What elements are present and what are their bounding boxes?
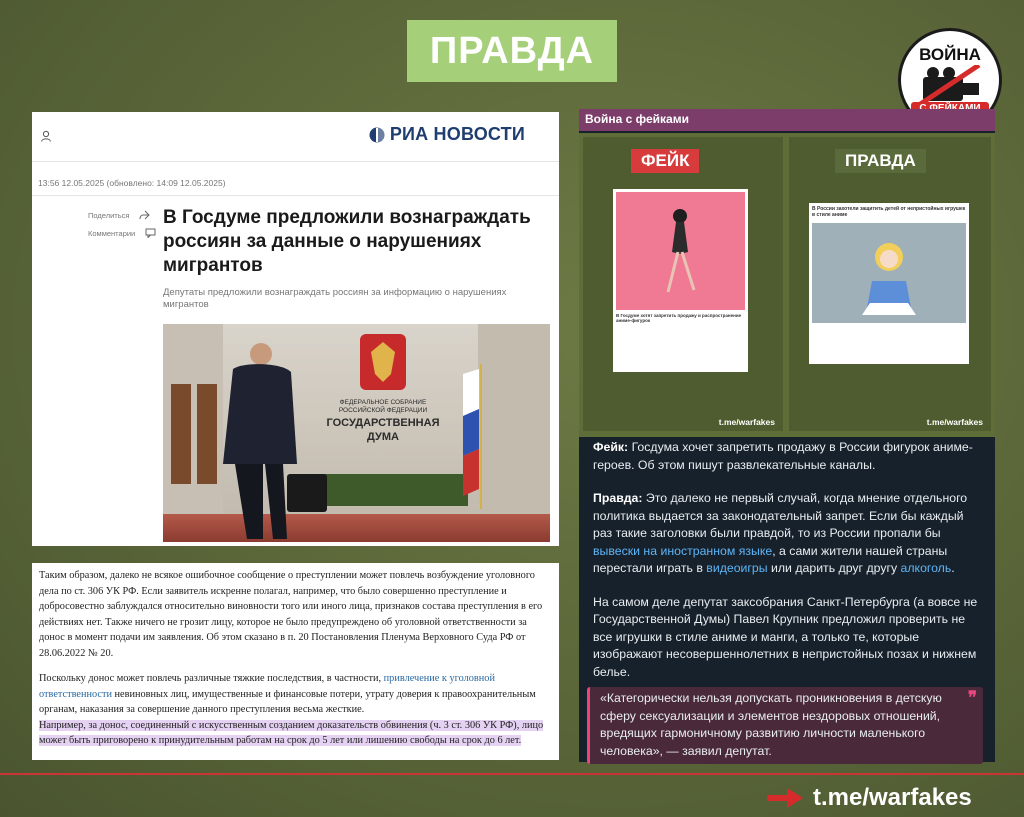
divider [32, 195, 559, 196]
fake-label: ФЕЙК [631, 149, 699, 173]
bottom-divider [0, 773, 1024, 775]
footer-channel-link[interactable] [767, 784, 972, 812]
camera-icon [919, 65, 983, 105]
fake-panel-footer: t.me/warfakes [718, 417, 775, 427]
post-body [593, 439, 983, 764]
foreign-signs-link[interactable]: вывески на иностранном языке [593, 543, 773, 558]
photo-sign-line2: РОССИЙСКОЙ ФЕДЕРАЦИИ [338, 407, 428, 414]
arrow-right-icon [767, 788, 803, 808]
footer-link-text: t.me/warfakes [813, 784, 972, 811]
truth-text-4: . [951, 561, 955, 575]
article-date: 13:56 12.05.2025 (обновлено: 14:09 12.05.2025) [38, 178, 226, 188]
quote-icon: ❞ [967, 688, 977, 707]
truth-claim-label: Правда: [593, 491, 643, 505]
ria-topbar [32, 112, 559, 162]
legal-paragraph-1: Таким образом, далеко не всякое ошибочное сообщение о преступлении может повлечь возбуждение уголовного дела по ст. 306 УК РФ. Если заявитель искренне полагал, например, что было совершенно преступление и добросовестно заблуждался относительно виновности того или иного лица, признаков состава преступления в его действиях нет. Также ничего не грозит лицу, которое не было предупреждено об уголовной ответственности за донос в момент подачи им заявления. Об этом сказано в п. 20 Постановления Пленума Верховного Суда РФ от 28.06.2022 № 20. [39, 570, 543, 659]
logo-top-text: ВОЙНА [919, 45, 981, 64]
legal-paragraph-2 [39, 671, 552, 749]
article-subtitle: Депутаты предложили вознаграждать россиян за информацию о нарушениях мигрантов [163, 287, 507, 310]
photo-sign-line3: ГОСУДАРСТВЕННАЯ [326, 417, 440, 429]
channel-name[interactable]: Война с фейками [579, 109, 995, 131]
truth-text-2: , а сами жители нашей страны перестали играть в [593, 543, 948, 575]
article-photo [163, 324, 550, 542]
article-title: В Госдуме предложили вознаграждать россиян за данные о нарушениях мигрантов [163, 207, 531, 276]
ria-brand-text: РИА НОВОСТИ [389, 124, 525, 144]
truth-panel [789, 137, 991, 431]
photo-sign-line1: ФЕДЕРАЛЬНОЕ СОБРАНИЕ [339, 399, 427, 406]
fake-claim-paragraph [593, 439, 983, 474]
legal-paragraph-2-end: невиновных лиц, имущественные и финансовые потери, утрату доверия к правоохранительным органам, наказания за совершение данного преступления весьма жесткие. [39, 688, 536, 715]
deputy-paragraph: На самом деле депутат заксобрания Санкт-Петербурга (а вовсе не Государственной Думы) Павел Крупник предложил проверить не все игрушки в стиле аниме и манги, а только те, которые изображают несовершеннолетних в непристойных позах и нижнем белье. [593, 594, 978, 679]
comments-button[interactable] [88, 228, 156, 238]
truth-panel-footer: t.me/warfakes [926, 417, 983, 427]
anime-figure-image [616, 192, 745, 310]
truth-text-3: или дарить друг другу [767, 561, 901, 575]
photo-sign-line4: ДУМА [367, 431, 399, 443]
truth-headline-badge: ПРАВДА [407, 20, 617, 82]
criminal-liability-link[interactable]: привлечение к уголовной ответственности [39, 673, 495, 700]
share-button[interactable] [88, 210, 156, 220]
anime-doll-image [812, 223, 966, 323]
user-icon[interactable] [40, 129, 52, 147]
comparison-panels [579, 133, 995, 437]
alcohol-link[interactable]: алкоголь [900, 561, 952, 575]
comment-icon [145, 228, 156, 238]
legal-paragraph-2-start: Поскольку донос может повлечь различные тяжкие последствия, в частности, [39, 673, 384, 684]
videogames-link[interactable]: видеоигры [706, 561, 768, 575]
truth-mini-headline: В России захотели защитить детей от непристойных игрушек в стиле аниме [812, 206, 966, 218]
ria-brand[interactable] [369, 124, 525, 145]
comments-label: Комментарии [88, 228, 136, 238]
deputy-quote [587, 687, 983, 764]
share-icon [139, 210, 150, 220]
ria-logo-icon [369, 127, 385, 143]
deputy-quote-text: «Категорически нельзя допускать проникновения в детскую сферу сексуализации и элементов нездоровых отношений, вредящих гармоничному развитию личности маленького человека», — заявил депутат. [600, 691, 942, 758]
truth-text-1: Это далеко не первый случай, когда мнение отдельного политика выдается за законодательный запрет. Если бы каждый раз такие заголовки были правдой, то из России пропали бы [593, 491, 968, 540]
fake-screenshot [613, 189, 748, 372]
truth-screenshot [809, 203, 969, 364]
telegram-post-card [579, 109, 995, 762]
share-label: Поделиться [88, 210, 130, 220]
article-actions [88, 210, 156, 246]
fake-claim-label: Фейк: [593, 440, 629, 454]
legal-text-card [32, 563, 559, 760]
fake-panel [583, 137, 783, 431]
fake-mini-headline: В Госдуме хотят запретить продажу и распространение аниме-фигурок [616, 313, 742, 323]
fake-claim-text: Госдума хочет запретить продажу в России фигурок аниме-героев. Об этом пишут развлекательные каналы. [593, 440, 973, 472]
truth-label: ПРАВДА [835, 149, 926, 173]
ria-article-card [32, 112, 559, 546]
truth-paragraph [593, 490, 983, 578]
highlighted-penalty-text: Например, за донос, соединенный с искусственным созданием доказательств обвинения (ч. 3 ст. 306 УК РФ), лицо может быть приговорено к принудительным работам на срок до 5 лет или лишению свободы на срок до 6 лет. [39, 719, 544, 746]
